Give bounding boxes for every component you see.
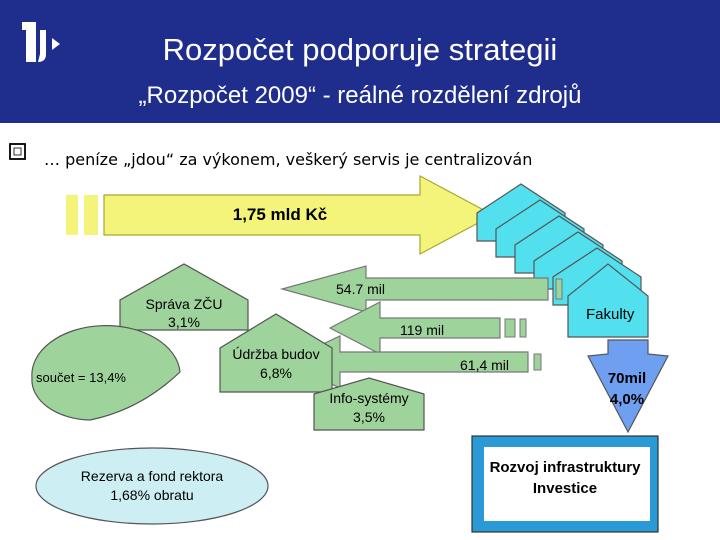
sprava-label-2: 3,1% — [168, 314, 200, 330]
infosystemy-label-2: 3,5% — [353, 409, 385, 425]
square-bullet-icon — [10, 144, 25, 159]
sprava-label-1: Správa ZČU — [145, 296, 223, 312]
bullet-text: … peníze „jdou“ za výkonem, veškerý servis je centralizován — [44, 150, 533, 169]
amount-119-label: 119 mil — [400, 322, 445, 338]
udrzba-label-2: 6,8% — [260, 365, 292, 381]
slide-subtitle: „Rozpočet 2009“ - reálné rozdělení zdrojů — [138, 82, 582, 109]
main-amount-label: 1,75 mld Kč — [232, 205, 328, 224]
amount-61-label: 61,4 mil — [460, 357, 510, 373]
fakulty-label: Fakulty — [586, 306, 635, 323]
investment-percent-label: 4,0% — [609, 391, 645, 408]
rezerva-ellipse — [36, 448, 268, 524]
rezerva-label-2: 1,68% obratu — [110, 487, 194, 503]
rozvoj-label-1: Rozvoj infrastruktury — [489, 459, 641, 476]
slide-title: Rozpočet podporuje strategii — [162, 32, 558, 67]
udrzba-label-1: Údržba budov — [232, 346, 320, 362]
investment-amount-label: 70mil — [607, 370, 647, 387]
amount-54-label: 54.7 mil — [336, 281, 386, 297]
rezerva-label-1: Rezerva a fond rektora — [80, 468, 224, 484]
infosystemy-label-1: Info-systémy — [329, 390, 409, 406]
rozvoj-label-2: Investice — [532, 480, 598, 497]
soucet-label: součet = 13,4% — [36, 370, 126, 385]
